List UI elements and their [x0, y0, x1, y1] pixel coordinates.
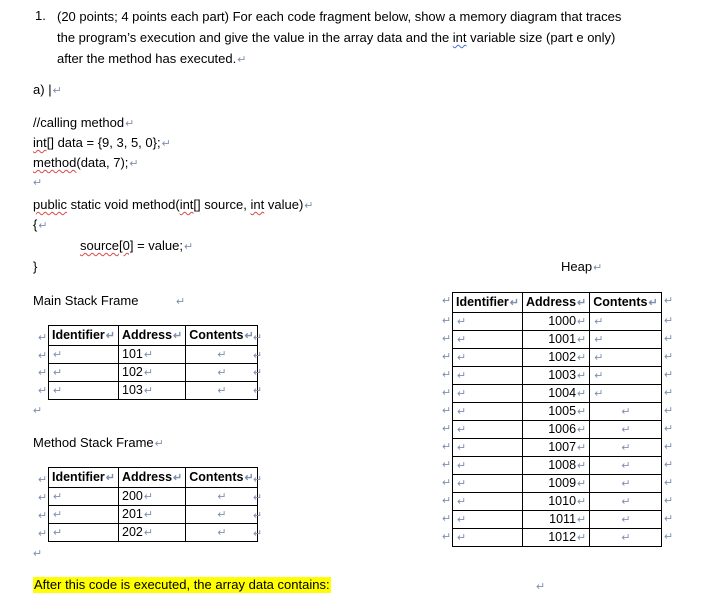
table-row [453, 475, 662, 493]
row-marker-icon: ↵ [664, 459, 674, 471]
header-address: Address↵ [523, 293, 590, 313]
paragraph-mark-icon: ↵ [33, 177, 43, 189]
identifier-cell[interactable]: ↵ [49, 506, 119, 524]
contents-cell[interactable]: ↵ [590, 385, 661, 403]
address-cell: 103↵ [119, 382, 186, 400]
row-marker-icon: ↵ [664, 369, 674, 381]
table-row [453, 367, 662, 385]
identifier-cell[interactable]: ↵ [453, 475, 523, 493]
table-row [453, 511, 662, 529]
paragraph-mark-icon: ↵ [125, 118, 135, 130]
row-marker-icon: ↵ [442, 369, 452, 381]
paragraph-mark-icon: ↵ [593, 262, 603, 274]
main-stack-table [48, 325, 258, 400]
row-marker-icon: ↵ [664, 351, 674, 363]
contents-cell[interactable]: ↵ [590, 349, 661, 367]
question-number: 1. [35, 8, 46, 23]
address-cell: 1002↵ [523, 349, 590, 367]
address-cell: 102↵ [119, 364, 186, 382]
address-cell: 202↵ [119, 524, 186, 542]
table-header-row [49, 468, 258, 488]
address-cell: 1011↵ [523, 511, 590, 529]
address-cell: 1006↵ [523, 421, 590, 439]
row-end-icon: ↵ [253, 367, 263, 379]
contents-cell[interactable]: ↵ [590, 511, 661, 529]
address-cell: 201↵ [119, 506, 186, 524]
row-marker-icon: ↵ [38, 510, 48, 522]
identifier-cell[interactable]: ↵ [453, 313, 523, 331]
contents-cell[interactable]: ↵ [186, 488, 257, 506]
identifier-cell[interactable]: ↵ [49, 524, 119, 542]
identifier-cell[interactable]: ↵ [49, 488, 119, 506]
identifier-cell[interactable]: ↵ [49, 346, 119, 364]
row-end-icon: ↵ [253, 492, 263, 504]
table-row [49, 506, 258, 524]
identifier-cell[interactable]: ↵ [453, 493, 523, 511]
question-text [57, 6, 697, 71]
part-label: a) |↵ [33, 82, 62, 97]
table-header-row [453, 293, 662, 313]
address-cell: 1005↵ [523, 403, 590, 421]
heap-title: Heap↵ [561, 259, 603, 274]
header-contents: Contents↵ [186, 468, 257, 488]
table-row [49, 524, 258, 542]
row-marker-icon: ↵ [442, 295, 452, 307]
paragraph-mark-icon: ↵ [176, 296, 186, 308]
address-cell: 1007↵ [523, 439, 590, 457]
code-signature: public static void method(int[] source, int value)↵ [33, 197, 314, 212]
row-marker-icon: ↵ [442, 495, 452, 507]
address-cell: 1001↵ [523, 331, 590, 349]
table-row [453, 403, 662, 421]
paragraph-mark-icon: ↵ [33, 405, 43, 417]
address-cell: 1004↵ [523, 385, 590, 403]
row-end-icon: ↵ [253, 350, 263, 362]
identifier-cell[interactable]: ↵ [49, 382, 119, 400]
question-line-1: (20 points; 4 points each part) For each code fragment below, show a memory diagram that traces [57, 9, 622, 24]
row-marker-icon: ↵ [38, 385, 48, 397]
contents-cell[interactable]: ↵ [186, 506, 257, 524]
row-marker-icon: ↵ [442, 387, 452, 399]
footer-text: After this code is executed, the array data contains: [34, 577, 330, 592]
contents-cell[interactable]: ↵ [590, 403, 661, 421]
paragraph-mark-icon: ↵ [237, 54, 247, 66]
table-row [453, 331, 662, 349]
code-open-brace: {↵ [33, 217, 48, 232]
table-row [49, 364, 258, 382]
contents-cell[interactable]: ↵ [590, 457, 661, 475]
code-declaration: int[] data = {9, 3, 5, 0};↵ [33, 135, 171, 150]
table-header-row [49, 326, 258, 346]
address-cell: 200↵ [119, 488, 186, 506]
table-row [49, 488, 258, 506]
row-marker-icon: ↵ [664, 295, 674, 307]
row-marker-icon: ↵ [442, 405, 452, 417]
identifier-cell[interactable]: ↵ [453, 439, 523, 457]
contents-cell[interactable]: ↵ [590, 439, 661, 457]
row-marker-icon: ↵ [38, 492, 48, 504]
header-address: Address↵ [119, 468, 186, 488]
table-row [453, 421, 662, 439]
row-marker-icon: ↵ [38, 332, 48, 344]
paragraph-mark-icon: ↵ [304, 200, 314, 212]
address-cell: 101↵ [119, 346, 186, 364]
row-marker-icon: ↵ [442, 531, 452, 543]
row-marker-icon: ↵ [442, 351, 452, 363]
table-row [49, 346, 258, 364]
table-row [453, 439, 662, 457]
main-stack-title: Main Stack Frame [33, 293, 139, 308]
row-marker-icon: ↵ [664, 441, 674, 453]
row-marker-icon: ↵ [664, 333, 674, 345]
row-marker-icon: ↵ [664, 405, 674, 417]
paragraph-mark-icon: ↵ [161, 138, 171, 150]
row-marker-icon: ↵ [442, 315, 452, 327]
row-end-icon: ↵ [253, 332, 263, 344]
row-marker-icon: ↵ [38, 367, 48, 379]
table-row [453, 385, 662, 403]
header-contents: Contents↵ [590, 293, 661, 313]
identifier-cell[interactable]: ↵ [49, 364, 119, 382]
table-row [49, 382, 258, 400]
identifier-cell[interactable]: ↵ [453, 349, 523, 367]
identifier-cell[interactable]: ↵ [453, 511, 523, 529]
row-marker-icon: ↵ [664, 531, 674, 543]
row-marker-icon: ↵ [38, 350, 48, 362]
method-stack-title: Method Stack Frame↵ [33, 435, 164, 450]
question-line-2: the program’s execution and give the value in the array data and the int variable size (part e only) [57, 30, 616, 45]
row-marker-icon: ↵ [38, 528, 48, 540]
table-row [453, 349, 662, 367]
code-call: method(data, 7);↵ [33, 155, 139, 170]
identifier-cell[interactable]: ↵ [453, 403, 523, 421]
paragraph-mark-icon: ↵ [154, 438, 164, 450]
row-marker-icon: ↵ [664, 315, 674, 327]
identifier-cell[interactable]: ↵ [453, 457, 523, 475]
identifier-cell[interactable]: ↵ [453, 385, 523, 403]
row-marker-icon: ↵ [442, 441, 452, 453]
identifier-cell[interactable]: ↵ [453, 331, 523, 349]
row-marker-icon: ↵ [38, 474, 48, 486]
address-cell: 1003↵ [523, 367, 590, 385]
method-stack-table [48, 467, 258, 542]
contents-cell[interactable]: ↵ [186, 524, 257, 542]
row-marker-icon: ↵ [442, 459, 452, 471]
row-marker-icon: ↵ [664, 477, 674, 489]
paragraph-mark-icon: ↵ [184, 241, 194, 253]
paragraph-mark-icon: ↵ [52, 85, 62, 97]
paragraph-mark-icon: ↵ [129, 158, 139, 170]
contents-cell[interactable]: ↵ [590, 421, 661, 439]
row-end-icon: ↵ [253, 528, 263, 540]
address-cell: 1009↵ [523, 475, 590, 493]
row-marker-icon: ↵ [664, 423, 674, 435]
int-keyword: int [452, 30, 467, 45]
address-cell: 1000↵ [523, 313, 590, 331]
code-close-brace: } [33, 259, 38, 274]
contents-cell[interactable]: ↵ [590, 313, 661, 331]
contents-cell[interactable]: ↵ [590, 475, 661, 493]
contents-cell[interactable]: ↵ [186, 382, 257, 400]
header-address: Address↵ [119, 326, 186, 346]
paragraph-mark-icon: ↵ [38, 220, 48, 232]
contents-cell[interactable]: ↵ [590, 331, 661, 349]
table-row [453, 529, 662, 547]
contents-cell[interactable]: ↵ [590, 493, 661, 511]
row-end-icon: ↵ [253, 385, 263, 397]
contents-cell[interactable]: ↵ [590, 529, 661, 547]
code-comment: //calling method↵ [33, 115, 135, 130]
header-identifier: Identifier↵ [49, 326, 119, 346]
paragraph-mark-icon: ↵ [536, 581, 546, 593]
row-end-icon: ↵ [253, 474, 263, 486]
row-marker-icon: ↵ [664, 387, 674, 399]
address-cell: 1012↵ [523, 529, 590, 547]
paragraph-mark-icon: ↵ [33, 548, 43, 560]
identifier-cell[interactable]: ↵ [453, 529, 523, 547]
address-cell: 1010↵ [523, 493, 590, 511]
header-identifier: Identifier↵ [453, 293, 523, 313]
row-marker-icon: ↵ [442, 333, 452, 345]
contents-cell[interactable]: ↵ [186, 364, 257, 382]
identifier-cell[interactable]: ↵ [453, 367, 523, 385]
contents-cell[interactable]: ↵ [186, 346, 257, 364]
header-contents: Contents↵ [186, 326, 257, 346]
row-marker-icon: ↵ [442, 477, 452, 489]
row-marker-icon: ↵ [664, 513, 674, 525]
header-identifier: Identifier↵ [49, 468, 119, 488]
table-row [453, 493, 662, 511]
heap-table [452, 292, 662, 547]
code-body: source[0] = value;↵ [80, 238, 194, 253]
table-row [453, 313, 662, 331]
question-line-3: after the method has executed.↵ [57, 51, 247, 66]
row-marker-icon: ↵ [442, 423, 452, 435]
row-marker-icon: ↵ [664, 495, 674, 507]
address-cell: 1008↵ [523, 457, 590, 475]
table-row [453, 457, 662, 475]
contents-cell[interactable]: ↵ [590, 367, 661, 385]
row-end-icon: ↵ [253, 510, 263, 522]
identifier-cell[interactable]: ↵ [453, 421, 523, 439]
row-marker-icon: ↵ [442, 513, 452, 525]
